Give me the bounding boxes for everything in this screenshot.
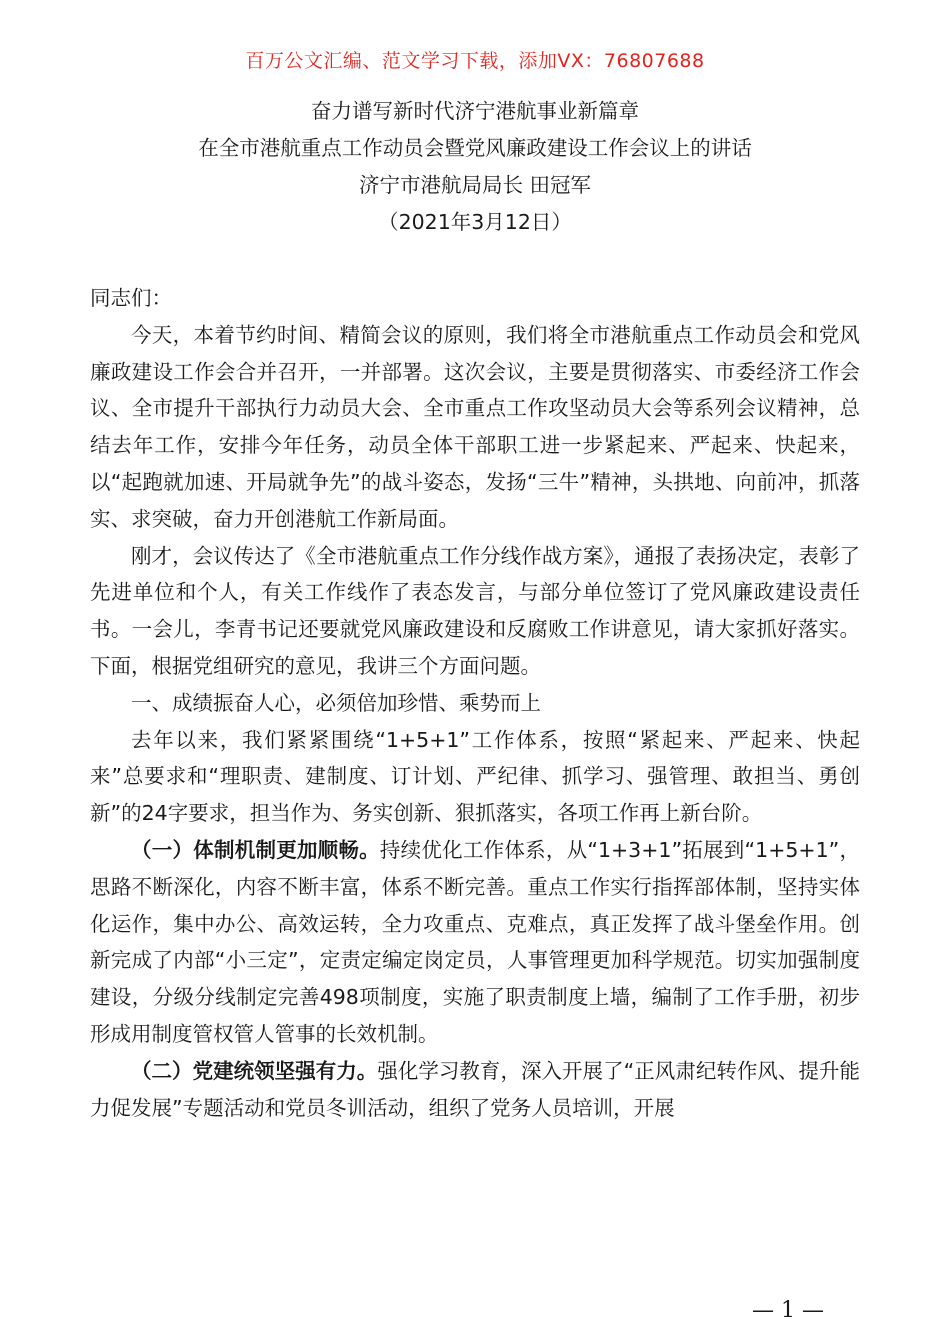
page-number: — 1 — <box>752 1298 824 1323</box>
speech-body <box>90 280 860 1126</box>
paragraph-meeting-summary: 刚才，会议传达了《全市港航重点工作分线作战方案》，通报了表扬决定，表彰了先进单位和个人，有关工作线作了表态发言，与部分单位签订了党风廉政建设责任书。一会儿，李青书记还要就党风廉政建设和反腐败工作讲意见，请大家抓好落实。下面，根据党组研究的意见，我讲三个方面问题。 <box>90 543 860 678</box>
subtitle: 在全市港航重点工作动员会暨党风廉政建设工作会议上的讲话 <box>198 136 752 160</box>
subheading-1: （一）体制机制更加顺畅。 <box>131 837 380 862</box>
section-heading-1: 一、成绩振奋人心，必须倍加珍惜、乘势而上 <box>131 690 541 715</box>
salutation: 同志们： <box>90 286 172 310</box>
paragraph-achievements: 去年以来，我们紧紧围绕“1+5+1”工作体系，按照“紧起来、严起来、快起来”总要求和“理职责、建制度、订计划、严纪律、抓学习、强管理、敢担当、勇创新”的24字要求，担当作为、务实创新、狠抓落实，各项工作再上新台阶。 <box>90 727 860 826</box>
paragraph-intro: 今天，本着节约时间、精简会议的原则，我们将全市港航重点工作动员会和党风廉政建设工作会合并召开，一并部署。这次会议，主要是贯彻落实、市委经济工作会议、全市提升干部执行力动员大会、全市重点工作攻坚动员大会等系列会议精神，总结去年工作，安排今年任务，动员全体干部职工进一步紧起来、严起来、快起来，以“起跑就加速、开局就争先”的战斗姿态，发扬“三牛”精神，头拱地、向前冲，抓落实、求突破，奋力开创港航工作新局面。 <box>90 322 860 531</box>
paragraph-party-building <box>90 1053 860 1127</box>
speaker-line: 济宁市港航局局长 田冠军 <box>358 173 592 197</box>
subheading-2: （二）党建统领坚强有力。 <box>131 1058 378 1083</box>
download-banner: 百万公文汇编、范文学习下载，添加VX：76807688 <box>245 50 705 72</box>
paragraph-institutional-mechanism <box>90 832 860 1053</box>
title-block <box>0 93 950 241</box>
main-title: 奋力谱写新时代济宁港航事业新篇章 <box>311 99 639 123</box>
date-line: （2021年3月12日） <box>378 210 572 234</box>
subheading-1-text: 持续优化工作体系，从“1+3+1”拓展到“1+5+1”，思路不断深化，内容不断丰富，体系不断完善。重点工作实行指挥部体制，坚持实体化运作，集中办公、高效运转，全力攻重点、克难点，真正发挥了战斗堡垒作用。创新完成了内部“小三定”，定责定编定岗定员，人事管理更加科学规范。切实加强制度建设，分级分线制定完善498项制度，实施了职责制度上墙，编制了工作手册，初步形成用制度管权管人管事的长效机制。 <box>90 837 861 1046</box>
subheading-2-text: 强化学习教育，深入开展了“正风肃纪转作风、提升能力促发展”专题活动和党员冬训活动，组织了党务人员培训，开展 <box>90 1058 861 1120</box>
